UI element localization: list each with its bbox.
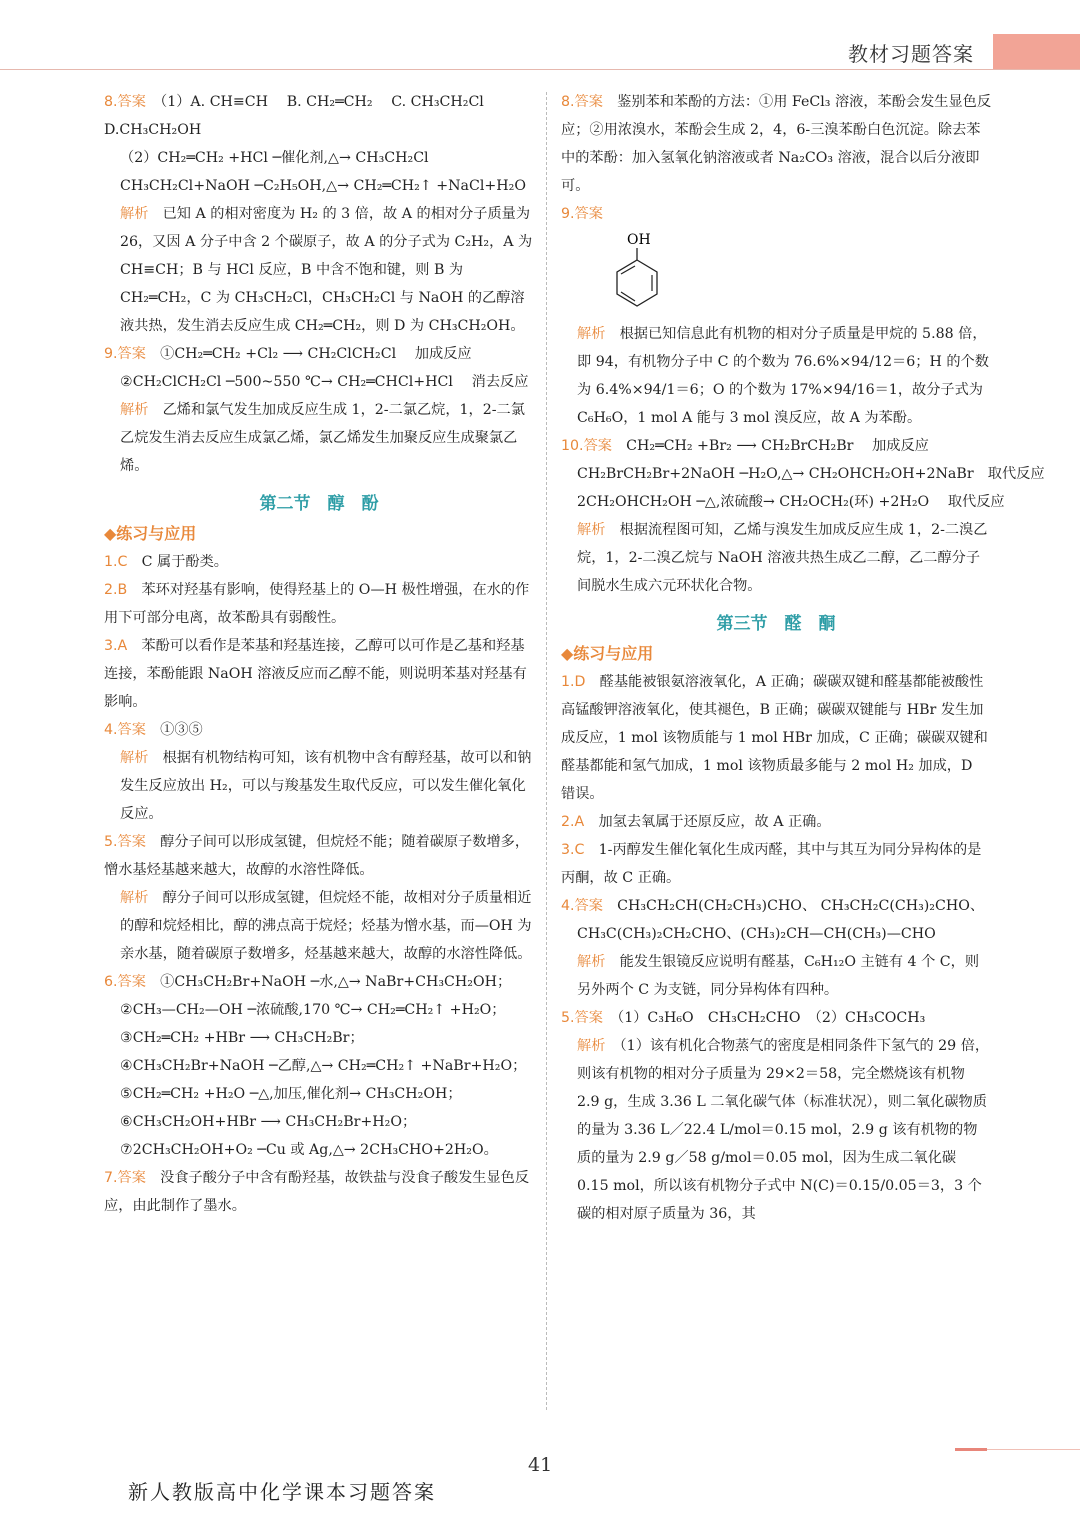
answer-tag: 5.答案 bbox=[561, 1010, 603, 1026]
text-content: 2CH₂OHCH₂OH ─△,浓硫酸→ CH₂OCH₂(环) +2H₂O 取代反应 bbox=[577, 494, 1005, 510]
text-content: ⑦2CH₃CH₂OH+O₂ ─Cu 或 Ag,△→ 2CH₃CHO+2H₂O。 bbox=[120, 1142, 498, 1158]
answer-tag: 3.A bbox=[104, 638, 128, 654]
text-content: 鉴别苯和苯酚的方法：①用 FeCl₃ 溶液，苯酚会发生显色反应；②用浓溴水，苯酚会生成 2，4，6-三溴苯酚白色沉淀。除去苯中的苯酚：加入氢氧化钠溶液或者 Na₂CO₃ 溶液，混合以后分液即可。 bbox=[561, 94, 992, 194]
text-content: 醇分子间可以形成氢键，但烷烃不能；随着碳原子数增多，憎水基烃基越来越大，故醇的水溶性降低。 bbox=[104, 834, 530, 878]
formula-line bbox=[561, 920, 991, 948]
text-content: ◆练习与应用 bbox=[104, 524, 197, 543]
answer-tag: 7.答案 bbox=[104, 1170, 146, 1186]
header-rule bbox=[0, 69, 1080, 70]
answer-line bbox=[104, 548, 534, 576]
formula-line bbox=[104, 172, 534, 200]
answer-tag: 10.答案 bbox=[561, 438, 612, 454]
formula-line bbox=[561, 488, 1005, 516]
text-content: ③CH₂═CH₂ +HBr ⟶ CH₃CH₂Br； bbox=[120, 1030, 364, 1046]
column-divider bbox=[546, 92, 547, 1410]
footer-accent bbox=[955, 1448, 987, 1451]
answer-line bbox=[561, 432, 991, 460]
answer-line bbox=[104, 828, 534, 884]
text-content: ①CH₃CH₂Br+NaOH ─水,△→ NaBr+CH₃CH₂OH； bbox=[160, 974, 512, 990]
answer-line bbox=[104, 1164, 534, 1220]
benzene-ring-icon bbox=[605, 230, 675, 310]
text-content: （1）该有机化合物蒸气的密度是相同条件下氢气的 29 倍，则该有机物的相对分子质量为 29×2＝58，完全燃烧该有机物 2.9 g，生成 3.36 L 二氧化碳气体（标准状况），则二氧化碳物质的量为 3.36 L／22.4 L/mol＝0.15 mol，2.9 g 该有机物的物质的量为 2.9 g／58 g/mol＝0.05 mol，因为生成二氧化碳 0.15 mol，所以该有机物分子式中 N(C)＝0.15/0.05＝3，3 个碳的相对原子质量为 36，其 bbox=[577, 1038, 990, 1222]
section-heading bbox=[104, 490, 534, 518]
subsection-heading bbox=[104, 520, 534, 548]
formula-line bbox=[104, 368, 534, 396]
text-content: CH₃CH₂Cl+NaOH ─C₂H₅OH,△→ CH₂═CH₂↑ +NaCl+H₂O bbox=[120, 178, 526, 194]
structure-answer bbox=[561, 200, 991, 320]
formula-line bbox=[104, 1080, 534, 1108]
analysis-tag: 解析 bbox=[120, 402, 149, 418]
answer-line bbox=[561, 892, 991, 920]
answer-line bbox=[561, 836, 991, 892]
text-content: ①CH₂═CH₂ +Cl₂ ⟶ CH₂ClCH₂Cl 加成反应 bbox=[160, 346, 472, 362]
text-content: ②CH₃—CH₂—OH ─浓硫酸,170 ℃→ CH₂═CH₂↑ +H₂O； bbox=[120, 1002, 506, 1018]
text-content: ①③⑤ bbox=[160, 722, 203, 738]
text-content: C 属于酚类。 bbox=[141, 554, 228, 570]
header-accent-block bbox=[993, 34, 1080, 69]
analysis-tag: 解析 bbox=[577, 1038, 606, 1054]
analysis-para bbox=[104, 200, 534, 340]
analysis-tag: 解析 bbox=[577, 326, 606, 342]
analysis-para bbox=[561, 320, 991, 432]
analysis-para bbox=[561, 948, 991, 1004]
answer-tag: 5.答案 bbox=[104, 834, 146, 850]
section-heading bbox=[561, 610, 991, 638]
formula-line bbox=[104, 996, 534, 1024]
text-content: 苯环对羟基有影响，使得羟基上的 O—H 极性增强，在水的作用下可部分电离，故苯酚具有弱酸性。 bbox=[104, 582, 530, 626]
answer-line bbox=[104, 340, 534, 368]
formula-line bbox=[104, 1024, 534, 1052]
text-content: 醛基能被银氨溶液氧化，A 正确；碳碳双键和醛基都能被酸性高锰酸钾溶液氧化，使其褪色，B 正确；碳碳双键能与 HBr 发生加成反应，1 mol 该物质能与 1 mol HBr 加成，C 正确；碳碳双键和醛基都能和氢气加成，1 mol 该物质最多能与 2 mol H₂ 加成，D 错误。 bbox=[561, 674, 988, 802]
right-column bbox=[561, 88, 1045, 1228]
hydroxyl-label: OH bbox=[627, 232, 651, 248]
answer-tag: 2.B bbox=[104, 582, 128, 598]
text-content: 1-丙醇发生催化氧化生成丙醛，其中与其互为同分异构体的是丙酮，故 C 正确。 bbox=[561, 842, 982, 886]
header-title: 教材习题答案 bbox=[848, 42, 974, 66]
text-content: CH₂BrCH₂Br+2NaOH ─H₂O,△→ CH₂OHCH₂OH+2NaBr 取代反应 bbox=[577, 466, 1045, 482]
subsection-heading bbox=[561, 640, 991, 668]
text-content: ②CH₂ClCH₂Cl ─500~550 ℃→ CH₂═CHCl+HCl 消去反应 bbox=[120, 374, 529, 390]
text-content: 加氢去氧属于还原反应，故 A 正确。 bbox=[598, 814, 831, 830]
analysis-tag: 解析 bbox=[120, 750, 149, 766]
formula-line bbox=[104, 1052, 534, 1080]
text-content: CH₂═CH₂ +Br₂ ⟶ CH₂BrCH₂Br 加成反应 bbox=[626, 438, 929, 454]
answer-tag: 4.答案 bbox=[561, 898, 603, 914]
analysis-para bbox=[104, 744, 534, 828]
answer-tag: 4.答案 bbox=[104, 722, 146, 738]
text-content: （1）C₃H₆O CH₃CH₂CHO （2）CH₃COCH₃ bbox=[617, 1010, 926, 1026]
text-content: D.CH₃CH₂OH bbox=[104, 122, 202, 138]
text-content: 醇分子间可以形成氢键，但烷烃不能，故相对分子质量相近的醇和烷烃相比，醇的沸点高于烷烃；烃基为憎水基，而—OH 为亲水基，随着碳原子数增多，烃基越来越大，故醇的水溶性降低。 bbox=[120, 890, 532, 962]
text-content: ⑤CH₂═CH₂ +H₂O ─△,加压,催化剂→ CH₃CH₂OH； bbox=[120, 1086, 462, 1102]
answer-tag: 1.C bbox=[104, 554, 128, 570]
answer-tag: 9.答案 bbox=[561, 206, 603, 222]
analysis-para bbox=[104, 396, 534, 480]
answer-line bbox=[104, 576, 534, 632]
formula-line bbox=[104, 144, 534, 172]
answer-tag: 2.A bbox=[561, 814, 585, 830]
text-content: 已知 A 的相对密度为 H₂ 的 3 倍，故 A 的相对分子质量为26，又因 A 分子中含 2 个碳原子，故 A 的分子式为 C₂H₂，A 为 CH≡CH；B 与 HCl 反应，B 中含不饱和键，则 B 为 CH₂═CH₂，C 为 CH₃CH₂Cl，CH₃CH₂Cl 与 NaOH 的乙醇溶液共热，发生消去反应生成 CH₂═CH₂，则 D 为 CH₃CH₂OH。 bbox=[120, 206, 533, 334]
text-content: CH₃CH₂CH(CH₂CH₃)CHO、 CH₃CH₂C(CH₃)₂CHO、 bbox=[617, 898, 985, 914]
book-title: 新人教版高中化学课本习题答案 bbox=[128, 1480, 436, 1504]
text-content: 第二节 醇 酚 bbox=[259, 494, 379, 514]
page-number: 41 bbox=[528, 1454, 553, 1476]
answer-line bbox=[104, 716, 534, 744]
text-content: ④CH₃CH₂Br+NaOH ─乙醇,△→ CH₂═CH₂↑ +NaBr+H₂O； bbox=[120, 1058, 527, 1074]
answer-tag: 1.D bbox=[561, 674, 586, 690]
answer-tag: 8.答案 bbox=[104, 94, 146, 110]
left-column bbox=[104, 88, 534, 1220]
analysis-para bbox=[561, 516, 991, 600]
text-content: CH₃C(CH₃)₂CH₂CHO、(CH₃)₂CH—CH(CH₃)—CHO bbox=[577, 926, 936, 942]
text-content: 苯酚可以看作是苯基和羟基连接，乙醇可以可作是乙基和羟基连接，苯酚能跟 NaOH 溶液反应而乙醇不能，则说明苯基对羟基有影响。 bbox=[104, 638, 527, 710]
answer-line bbox=[104, 116, 534, 144]
answer-line bbox=[104, 632, 534, 716]
text-content: ⑥CH₃CH₂OH+HBr ⟶ CH₃CH₂Br+H₂O； bbox=[120, 1114, 417, 1130]
analysis-tag: 解析 bbox=[120, 206, 149, 222]
text-content: 第三节 醛 酮 bbox=[716, 614, 836, 634]
answer-line bbox=[104, 968, 534, 996]
answer-line bbox=[561, 668, 991, 808]
text-content: 乙烯和氯气发生加成反应生成 1，2-二氯乙烷，1，2-二氯乙烷发生消去反应生成氯乙烯，氯乙烯发生加聚反应生成聚氯乙烯。 bbox=[120, 402, 525, 474]
answer-line bbox=[561, 1004, 991, 1032]
answer-line bbox=[561, 808, 991, 836]
text-content: 能发生银镜反应说明有醛基，C₆H₁₂O 主链有 4 个 C，则另外两个 C 为支链，同分异构体有四种。 bbox=[577, 954, 980, 998]
answer-line bbox=[561, 88, 991, 200]
analysis-para bbox=[104, 884, 534, 968]
text-content: ◆练习与应用 bbox=[561, 644, 654, 663]
phenol-structure bbox=[605, 230, 991, 320]
answer-tag: 9.答案 bbox=[104, 346, 146, 362]
answer-line bbox=[104, 88, 534, 116]
answer-tag: 6.答案 bbox=[104, 974, 146, 990]
text-content: （1）A. CH≡CH B. CH₂═CH₂ C. CH₃CH₂Cl bbox=[160, 94, 484, 110]
text-content: （2）CH₂═CH₂ +HCl ─催化剂,△→ CH₃CH₂Cl bbox=[120, 150, 429, 166]
analysis-para bbox=[561, 1032, 991, 1228]
text-content: 根据流程图可知，乙烯与溴发生加成反应生成 1，2-二溴乙烷，1，2-二溴乙烷与 NaOH 溶液共热生成乙二醇，乙二醇分子间脱水生成六元环状化合物。 bbox=[577, 522, 988, 594]
analysis-tag: 解析 bbox=[577, 522, 606, 538]
formula-line bbox=[104, 1108, 534, 1136]
analysis-tag: 解析 bbox=[577, 954, 606, 970]
answer-tag: 3.C bbox=[561, 842, 585, 858]
text-content: 根据已知信息此有机物的相对分子质量是甲烷的 5.88 倍，即 94，有机物分子中 C 的个数为 76.6%×94/12＝6；H 的个数为 6.4%×94/1＝6；O 的个数为 17%×94/16＝1，故分子式为 C₆H₆O，1 mol A 能与 3 mol 溴反应，故 A 为苯酚。 bbox=[577, 326, 989, 426]
analysis-tag: 解析 bbox=[120, 890, 149, 906]
text-content: 没食子酸分子中含有酚羟基，故铁盐与没食子酸发生显色反应，由此制作了墨水。 bbox=[104, 1170, 530, 1214]
footer-rule bbox=[987, 1449, 1080, 1450]
formula-line bbox=[561, 460, 1045, 488]
formula-line bbox=[104, 1136, 534, 1164]
answer-tag: 8.答案 bbox=[561, 94, 603, 110]
text-content: 根据有机物结构可知，该有机物中含有醇羟基，故可以和钠发生反应放出 H₂，可以与羧基发生取代反应，可以发生催化氧化反应。 bbox=[120, 750, 532, 822]
